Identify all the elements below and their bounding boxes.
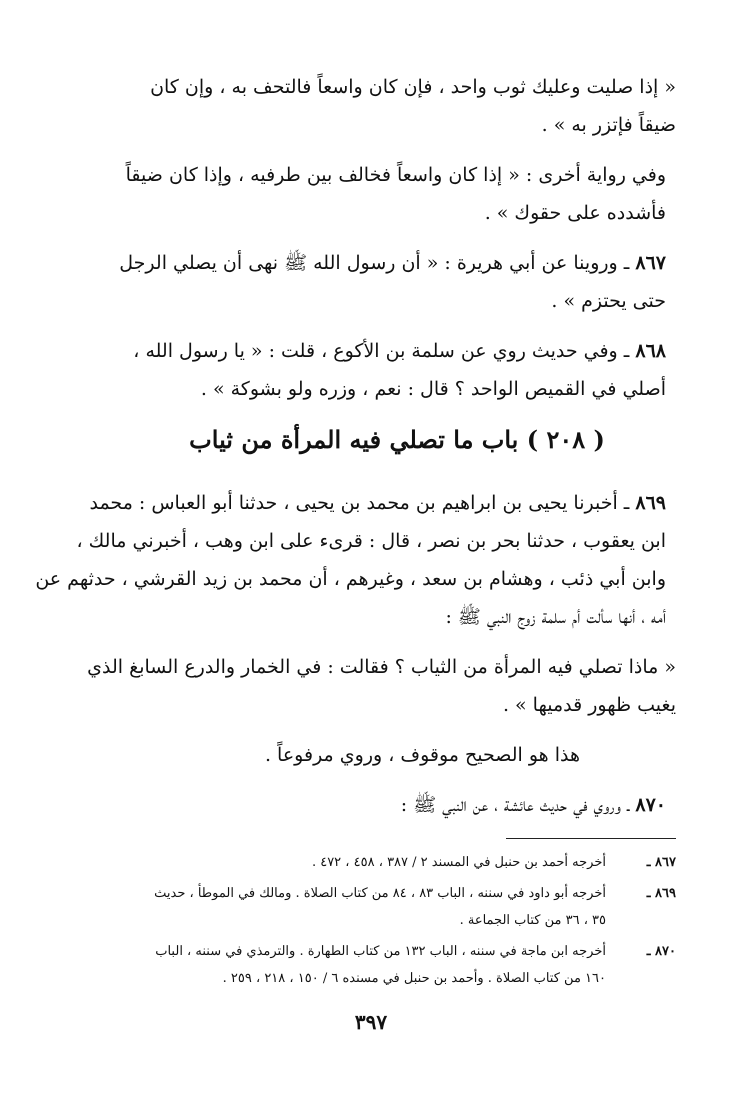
page-body [35,68,676,836]
text-line: وابن أبي ذئب ، وهشام بن سعد ، وغيرهم ، أن محمد بن زيد القرشي ، حدثهم عن [35,568,666,590]
paragraph-2 [118,156,676,232]
text-line: هذا هو الصحيح موقوف ، وروي مرفوعاً . [264,744,580,766]
footnote-number: ٨٧٠ ـ [646,944,676,959]
text-line: ابن يعقوب ، حدثنا بحر بن نصر ، قال : قرىء على ابن وهب ، أخبرني مالك ، [76,530,666,552]
footnotes [118,838,676,996]
text-line: فأشدده على حقوك » . [484,202,666,224]
page-number: ٣٩٧ [354,1010,388,1034]
text-line: يغيب ظهور قدميها » . [502,694,676,716]
hadith-870 [118,786,676,824]
hadith-867 [118,244,676,320]
footnote-870 [118,938,676,992]
footnote-text [118,938,606,992]
footnote-text [118,849,606,876]
text-line: « ماذا تصلي فيه المرأة من الثياب ؟ فقالت : في الخمار والدرع السابغ الذي [87,656,676,678]
hadith-number: ٨٦٧ [635,252,666,274]
text-line: ٣٥ ، ٣٦ من كتاب الجماعة . [459,913,606,928]
footnote-number: ٨٦٧ ـ [646,855,676,870]
text-line: ١٦٠ من كتاب الصلاة . وأحمد بن حنبل في مسنده ٦ / ١٥٠ ، ٢١٨ ، ٢٥٩ . [222,971,606,986]
text-line: وفي رواية أخرى : « إذا كان واسعاً فخالف بين طرفيه ، وإذا كان ضيقاً [125,164,666,186]
chapter-heading: ( ٢٠٨ ) باب ما تصلي فيه المرأة من ثياب [189,425,605,454]
text-line: أخرجه ابن ماجة في سننه ، الباب ١٣٢ من كتاب الطهارة . والترمذي في سننه ، الباب [155,944,606,959]
text-line: أخرجه أحمد بن حنبل في المسند ٢ / ٣٨٧ ، ٤٥٨ ، ٤٧٢ . [311,855,606,870]
hadith-number: ٨٦٨ [635,340,666,362]
hadith-number: ٨٦٩ [635,492,666,514]
footnote-number: ٨٦٩ ـ [646,886,676,901]
hadith-868 [118,332,676,408]
footnote-divider [506,838,676,839]
text-line: أصلي في القميص الواحد ؟ قال : نعم ، وزره ولو بشوكة » . [200,378,666,400]
hadith-869 [35,484,676,636]
hadith-text: ـ وروينا عن أبي هريرة : « أن رسول الله ﷺ نهى أن يصلي الرجل [119,252,636,274]
text-line: أخرجه أبو داود في سننه ، الباب ٨٣ ، ٨٤ من كتاب الصلاة . ومالك في الموطأ ، حديث [154,886,606,901]
text-line [118,244,666,282]
text-line: حتى يحتزم » . [551,290,666,312]
text-line: « إذا صليت وعليك ثوب واحد ، فإن كان واسعاً فالتحف به ، وإن كان [150,76,676,98]
remark-paragraph [118,736,676,774]
hadith-text: ـ أخبرنا يحيى بن ابراهيم بن محمد بن يحيى ، حدثنا أبو العباس : محمد [89,492,636,514]
text-line [118,332,666,370]
hadith-text: ـ وفي حديث روي عن سلمة بن الأكوع ، قلت : « يا رسول الله ، [133,340,636,362]
text-line [89,484,666,522]
text-line: ضيقاً فإتزر به » . [541,114,676,136]
footnote-867 [118,849,676,876]
text-line [118,786,666,824]
hadith-number: ٨٧٠ [635,794,666,816]
quote-paragraph [87,648,676,724]
paragraph-1 [118,68,676,144]
footnote-text [118,880,606,934]
text-line: أمه ، أنها سألت أم سلمة زوج النبي ﷺ : [445,606,666,628]
footnote-869 [118,880,676,934]
hadith-text: ـ وروي في حديث عائشة ، عن النبي ﷺ : [400,794,636,816]
